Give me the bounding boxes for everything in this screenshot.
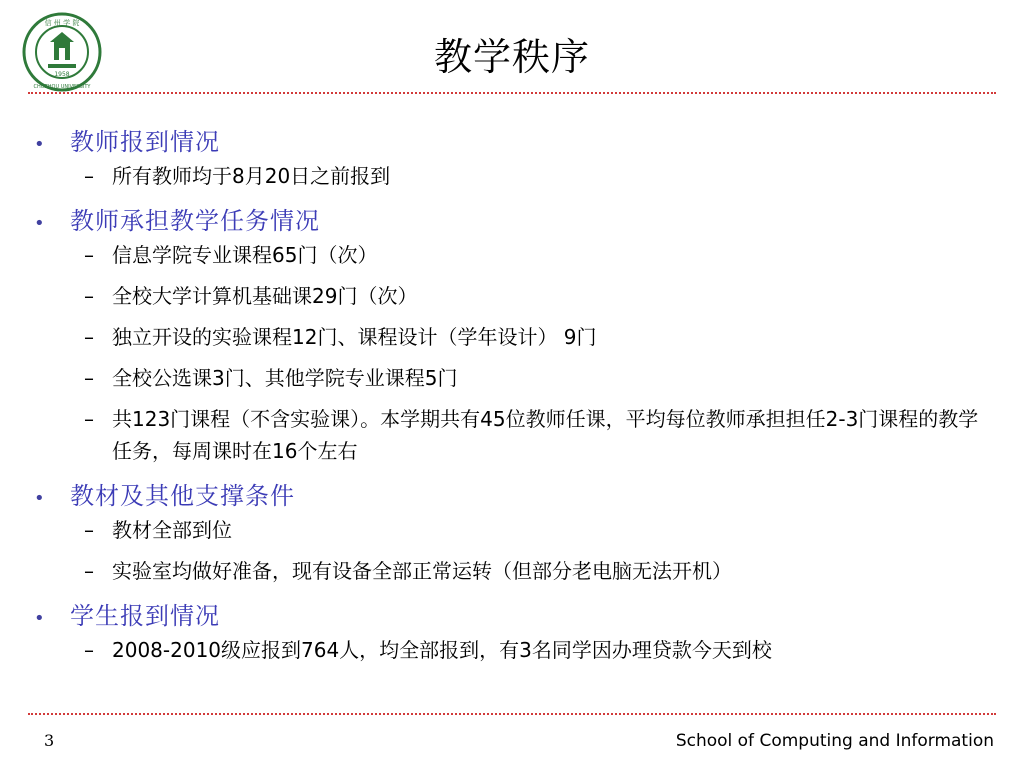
bullet-item	[28, 201, 996, 236]
sub-text: 信息学院专业课程65门（次）	[112, 243, 378, 267]
section-teaching-load	[28, 201, 996, 467]
bullet-item	[28, 122, 996, 157]
bullet-dot: •	[34, 213, 45, 234]
top-divider	[28, 92, 996, 94]
sub-item	[28, 321, 996, 353]
page-number: 3	[44, 731, 55, 750]
bullet-item	[28, 596, 996, 631]
sub-item	[28, 280, 996, 312]
slide-content	[28, 122, 996, 675]
sub-dash: –	[84, 518, 94, 542]
sub-item	[28, 160, 996, 192]
bottom-divider	[28, 713, 996, 715]
sub-dash: –	[84, 325, 94, 349]
slide-title: 教学秩序	[433, 35, 590, 79]
sub-dash: –	[84, 164, 94, 188]
sub-item	[28, 239, 996, 271]
footer-school-name: School of Computing and Information	[675, 731, 994, 751]
sub-dash: –	[84, 559, 94, 583]
sub-dash: –	[84, 407, 94, 431]
sub-item	[28, 362, 996, 394]
bullet-dot: •	[34, 608, 45, 629]
bullet-text: 教材及其他支撑条件	[70, 482, 295, 510]
sub-text: 实验室均做好准备，现有设备全部正常运转（但部分老电脑无法开机）	[112, 559, 732, 583]
sub-dash: –	[84, 638, 94, 662]
sub-text: 全校大学计算机基础课29门（次）	[112, 284, 418, 308]
sub-dash: –	[84, 366, 94, 390]
sub-text: 2008-2010级应报到764人，均全部报到，有3名同学因办理贷款今天到校	[112, 638, 772, 662]
bullet-dot: •	[34, 488, 45, 509]
logo-ring-text: CHUZHOU UNIVERSITY	[33, 84, 91, 90]
sub-dash: –	[84, 243, 94, 267]
sub-item	[28, 514, 996, 546]
sub-item	[28, 634, 996, 666]
section-materials	[28, 476, 996, 587]
section-teacher-registration	[28, 122, 996, 192]
sub-text: 全校公选课3门、其他学院专业课程5门	[112, 366, 458, 390]
sub-text: 独立开设的实验课程12门、课程设计（学年设计） 9门	[112, 325, 597, 349]
sub-item	[28, 403, 996, 467]
bullet-text: 学生报到情况	[70, 602, 220, 630]
bullet-text: 教师报到情况	[70, 128, 220, 156]
logo-year: 1958	[54, 71, 70, 78]
sub-text: 所有教师均于8月20日之前报到	[112, 164, 391, 188]
bullet-item	[28, 476, 996, 511]
bullet-text: 教师承担教学任务情况	[70, 207, 320, 235]
sub-text: 共123门课程（不含实验课）。本学期共有45位教师任课，平均每位教师承担担任2-3门课程的教学任务，每周课时在16个左右	[112, 407, 979, 463]
sub-item	[28, 555, 996, 587]
bullet-dot: •	[34, 134, 45, 155]
sub-text: 教材全部到位	[112, 518, 232, 542]
section-student-registration	[28, 596, 996, 666]
logo-top-chars: 信 州 学 院	[44, 19, 80, 27]
sub-dash: –	[84, 284, 94, 308]
